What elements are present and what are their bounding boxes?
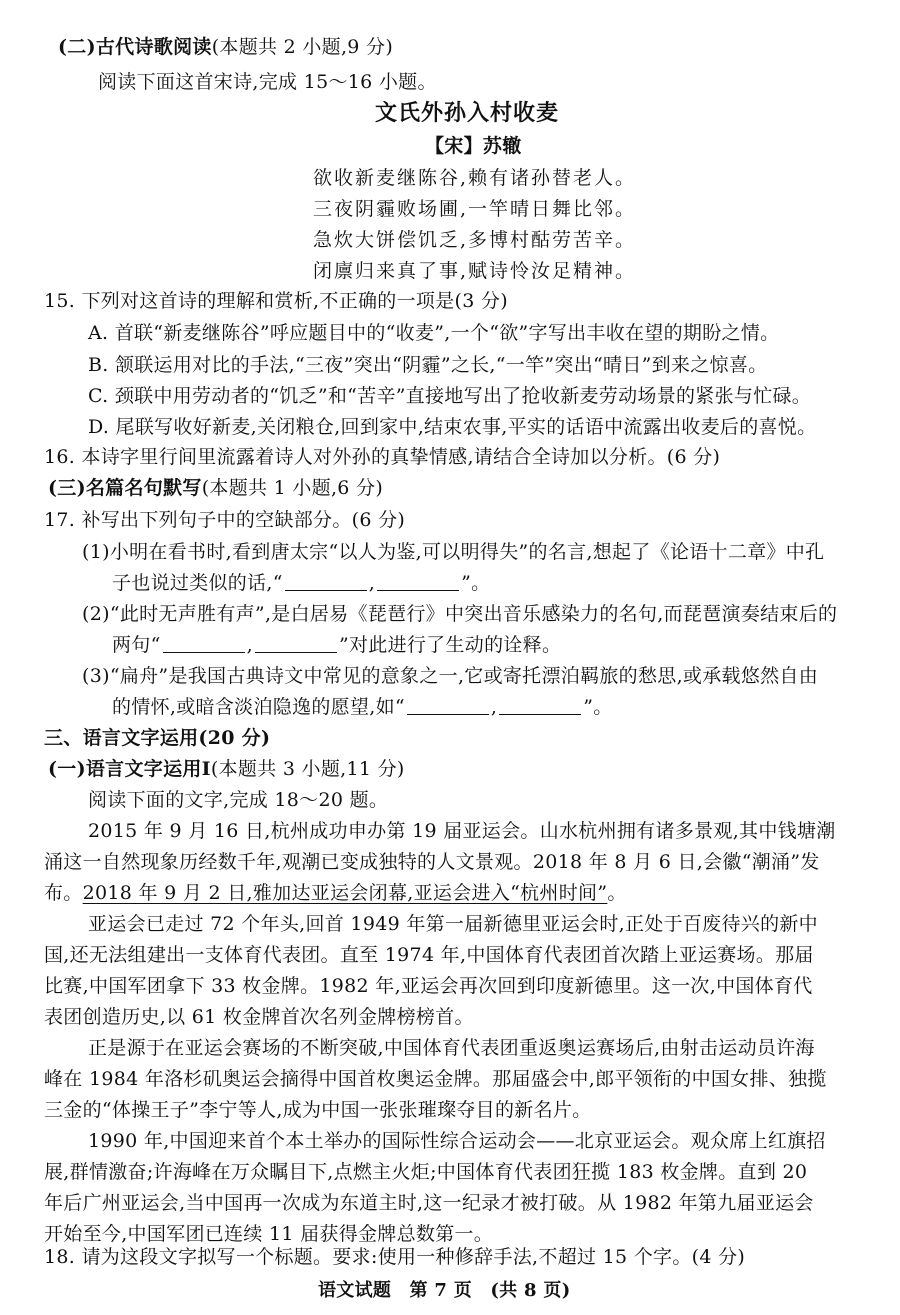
- question-17-part1: (1)小明在看书时,看到唐太宗“以人为鉴,可以明得失”的名言,想起了《论语十二章》中孔: [82, 541, 825, 563]
- passage-line: 2015 年 9 月 16 日,杭州成功申办第 19 届亚运会。山水杭州拥有诸多景观,其中钱塘潮: [88, 820, 836, 842]
- section-note: (本题共 1 小题,6 分): [201, 477, 384, 499]
- question-15-option-b: B. 颔联运用对比的手法,“三夜”突出“阴霾”之长,“一竿”突出“晴日”到来之惊喜。: [88, 354, 768, 376]
- poem-title: 文氏外孙入村收麦: [375, 101, 560, 126]
- passage-line: 涌这一自然现象历经数千年,观潮已变成独特的人文景观。2018 年 8 月 6 日,会徽“潮涌”发: [44, 851, 820, 873]
- passage-line: 年后广州亚运会,当中国再一次成为东道主时,这一纪录才被打破。从 1982 年第九届亚运会: [44, 1192, 814, 1214]
- answer-blank[interactable]: [255, 632, 337, 653]
- text-segment: ,: [490, 696, 498, 718]
- text-segment: ,: [246, 634, 253, 656]
- passage-line: 1990 年,中国迎来首个本土举办的国际性综合运动会——北京亚运会。观众席上红旗招: [88, 1130, 826, 1152]
- answer-blank[interactable]: [499, 694, 581, 715]
- question-17-part2-cont: [112, 630, 561, 660]
- section-heading-recitation: [48, 473, 383, 503]
- poem-line: 欲收新麦继陈谷,赖有诸孙替老人。: [313, 167, 637, 189]
- text-segment: 两句“: [112, 634, 161, 656]
- section-heading-text: (二)古代诗歌阅读: [58, 36, 212, 58]
- question-17-part2: (2)“此时无声胜有声”,是白居易《琵琶行》中突出音乐感染力的名句,而琵琶演奏结束后的: [82, 603, 838, 625]
- passage-line: 国,还无法组建出一支体育代表团。直至 1974 年,中国体育代表团首次踏上亚运赛场。那届: [44, 944, 814, 966]
- page-footer: 语文试题 第 7 页 (共 8 页): [318, 1280, 571, 1301]
- passage-line: 表团创造历史,以 61 枚金牌首次名列金牌榜榜首。: [44, 1006, 474, 1028]
- passage-line: 展,群情激奋;许海峰在万众瞩目下,点燃主火炬;中国体育代表团狂揽 183 枚金牌。直到 20: [44, 1161, 808, 1183]
- text-segment: 。: [607, 882, 627, 904]
- section-heading-poetry: [58, 32, 393, 62]
- poetry-intro: 阅读下面这首宋诗,完成 15～16 小题。: [98, 71, 437, 93]
- section-note: (本题共 3 小题,11 分): [210, 758, 405, 780]
- passage-line: 正是源于在亚运会赛场的不断突破,中国体育代表团重返奥运赛场后,由射击运动员许海: [88, 1037, 815, 1059]
- poem-author: 【宋】苏辙: [425, 135, 522, 157]
- text-segment: ,: [368, 572, 376, 594]
- subsection-heading-language: [48, 754, 405, 784]
- text-segment: 布。: [44, 882, 83, 904]
- passage-line: 峰在 1984 年洛杉矶奥运会摘得中国首枚奥运金牌。那届盛会中,郎平领衔的中国女排、独揽: [44, 1068, 827, 1090]
- question-17-part3: (3)“扁舟”是我国古典诗文中常见的意象之一,它或寄托漂泊羁旅的愁思,或承载悠然自由: [82, 665, 819, 687]
- poem-line: 急炊大饼偿饥乏,多博村酤劳苦辛。: [313, 229, 637, 251]
- passage-line: 比赛,中国军团拿下 33 枚金牌。1982 年,亚运会再次回到印度新德里。这一次,中国体育代: [44, 975, 813, 997]
- answer-blank[interactable]: [163, 632, 245, 653]
- section-heading-text: (一)语言文字运用Ⅰ: [48, 758, 211, 780]
- question-17-part3-cont: [112, 692, 613, 722]
- question-16-stem: 16. 本诗字里行间里流露着诗人对外孙的真挚情感,请结合全诗加以分析。(6 分): [44, 446, 721, 468]
- text-segment: ”。: [583, 696, 613, 718]
- section-note: (本题共 2 小题,9 分): [211, 36, 394, 58]
- text-segment: ”对此进行了生动的诠释。: [338, 634, 562, 656]
- text-segment: 子也说过类似的话,“: [112, 572, 283, 594]
- underlined-sentence: 2018 年 9 月 2 日,雅加达亚运会闭幕,亚运会进入“杭州时间”: [82, 882, 608, 904]
- passage-line: [44, 878, 627, 908]
- poem-line: 三夜阴霾败场圃,一竿晴日舞比邻。: [313, 198, 637, 220]
- question-17-stem: 17. 补写出下列句子中的空缺部分。(6 分): [44, 509, 406, 531]
- section-heading-text: (三)名篇名句默写: [48, 477, 202, 499]
- question-15-option-d: D. 尾联写收好新麦,关闭粮仓,回到家中,结束农事,平实的话语中流露出收麦后的喜悦。: [88, 416, 817, 438]
- passage-line: 开始至今,中国军团已连续 11 届获得金牌总数第一。: [44, 1223, 494, 1245]
- question-15-option-a: A. 首联“新麦继陈谷”呼应题目中的“收麦”,一个“欲”字写出丰收在望的期盼之情。: [88, 322, 780, 344]
- part3-heading: 三、语言文字运用(20 分): [44, 727, 271, 749]
- passage-line: 三金的“体操王子”李宁等人,成为中国一张张璀璨夺目的新名片。: [44, 1099, 592, 1121]
- poem-line: 闭廪归来真了事,赋诗怜汝足精神。: [313, 260, 637, 282]
- answer-blank[interactable]: [377, 570, 459, 591]
- language-intro: 阅读下面的文字,完成 18～20 题。: [88, 789, 389, 811]
- text-segment: ”。: [461, 572, 491, 594]
- answer-blank[interactable]: [407, 694, 489, 715]
- question-18-stem: 18. 请为这段文字拟写一个标题。要求:使用一种修辞手法,不超过 15 个字。(4 分): [44, 1246, 746, 1268]
- question-17-part1-cont: [112, 568, 490, 598]
- passage-line: 亚运会已走过 72 个年头,回首 1949 年第一届新德里亚运会时,正处于百废待兴的新中: [88, 913, 818, 935]
- text-segment: 的情怀,或暗含淡泊隐逸的愿望,如“: [112, 696, 405, 718]
- question-15-stem: 15. 下列对这首诗的理解和赏析,不正确的一项是(3 分): [44, 290, 508, 312]
- answer-blank[interactable]: [285, 570, 367, 591]
- question-15-option-c: C. 颈联中用劳动者的“饥乏”和“苦辛”直接地写出了抢收新麦劳动场景的紧张与忙碌。: [88, 385, 812, 407]
